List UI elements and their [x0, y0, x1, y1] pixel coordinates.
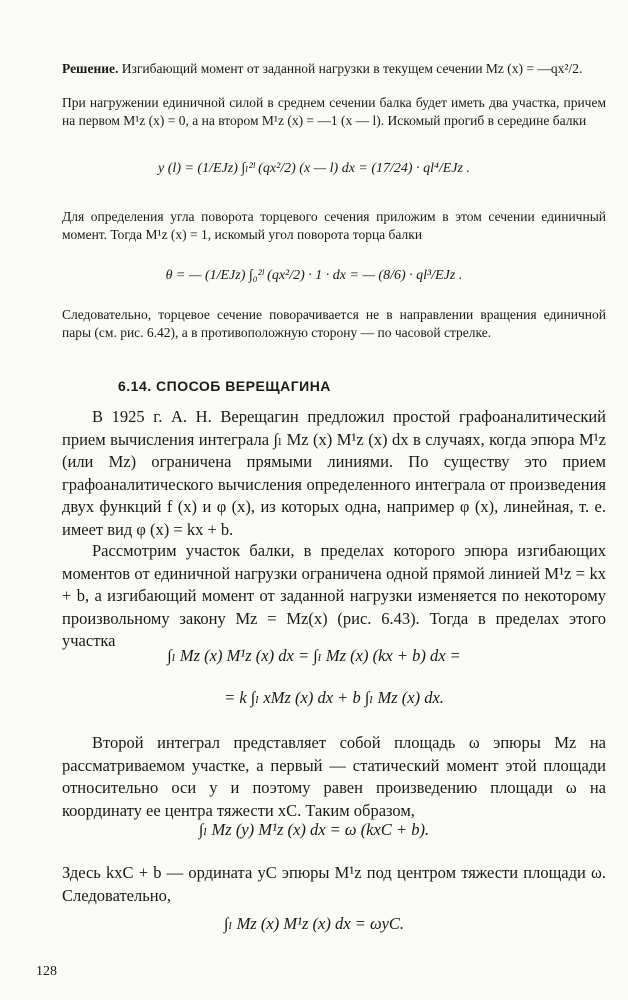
formula-integral-split: = k ∫ₗ xMz (x) dx + b ∫ₗ Mz (x) dx.	[224, 688, 444, 707]
paragraph-solution	[62, 60, 606, 78]
paragraph-static-moment: Второй интеграл представляет собой площадь ω эпюры Mz на рассматриваемом участке, а первый — статический момент этой площади относительно оси y и поэтому равен произведению площади ω на координату ее центра тяжести xC. Таким образом,	[62, 733, 606, 820]
paragraph-ordinate: Здесь kxC + b — ордината yC эпюры M¹z под центром тяжести площади ω. Следовательно,	[62, 863, 606, 905]
formula-final: ∫ₗ Mz (x) M¹z (x) dx = ωyC.	[223, 914, 405, 933]
section-heading: 6.14. СПОСОБ ВЕРЕЩАГИНА	[118, 378, 331, 394]
formula-deflection: y (l) = (1/EJz) ∫ₗ²ˡ (qx²/2) (x — l) dx = (17/24) · ql⁴/EJz .	[158, 161, 470, 176]
formula-omega-result: ∫ₗ Mz (y) M¹z (x) dx = ω (kxC + b).	[198, 820, 430, 839]
paragraph-beam-segment: Рассмотрим участок балки, в пределах которого эпюра изгибающих моментов от единичной нагрузки ограничена одной прямой линией M¹z = kx + b, а изгибающий момент от заданной нагрузки изменяется по некоторому произвольному закону Mz = Mz(x) (рис. 6.43). Тогда в пределах этого участка	[62, 541, 606, 650]
paragraph-conclusion: Следовательно, торцевое сечение поворачивается не в направлении вращения единичной пары (см. рис. 6.42), а в противоположную сторону — по часовой стрелке.	[62, 307, 606, 340]
formula-integral-expansion: ∫ₗ Mz (x) M¹z (x) dx = ∫ₗ Mz (x) (kx + b) dx =	[167, 646, 461, 665]
paragraph-unit-force: При нагружении единичной силой в среднем сечении балка будет иметь два участка, причем на первом M¹z (x) = 0, а на втором M¹z (x) = —1 (x — l). Искомый прогиб в середине балки	[62, 95, 606, 128]
solution-label: Решение.	[62, 61, 119, 76]
page-number: 128	[36, 964, 57, 979]
paragraph-solution-text: Изгибающий момент от заданной нагрузки в текущем сечении Mz (x) = —qx²/2.	[121, 61, 583, 76]
formula-rotation: θ = — (1/EJz) ∫₀²ˡ (qx²/2) · 1 · dx = — (8/6) · ql³/EJz .	[165, 268, 463, 283]
paragraph-vereshchagin-intro: В 1925 г. А. Н. Верещагин предложил простой графоаналитический прием вычисления интеграла ∫ₗ Mz (x) M¹z (x) dx в случаях, когда эпюра M¹z (или Mz) ограничена прямыми линиями. По существу это прием графоаналитического вычисления определенного интеграла от произведения двух функций f (x) и φ (x), из которых одна, например φ (x), линейная, т. е. имеет вид φ (x) = kx + b.	[62, 407, 606, 539]
paragraph-rotation-angle: Для определения угла поворота торцевого сечения приложим в этом сечении единичный момент. Тогда M¹z (x) = 1, искомый угол поворота торца балки	[62, 209, 606, 242]
